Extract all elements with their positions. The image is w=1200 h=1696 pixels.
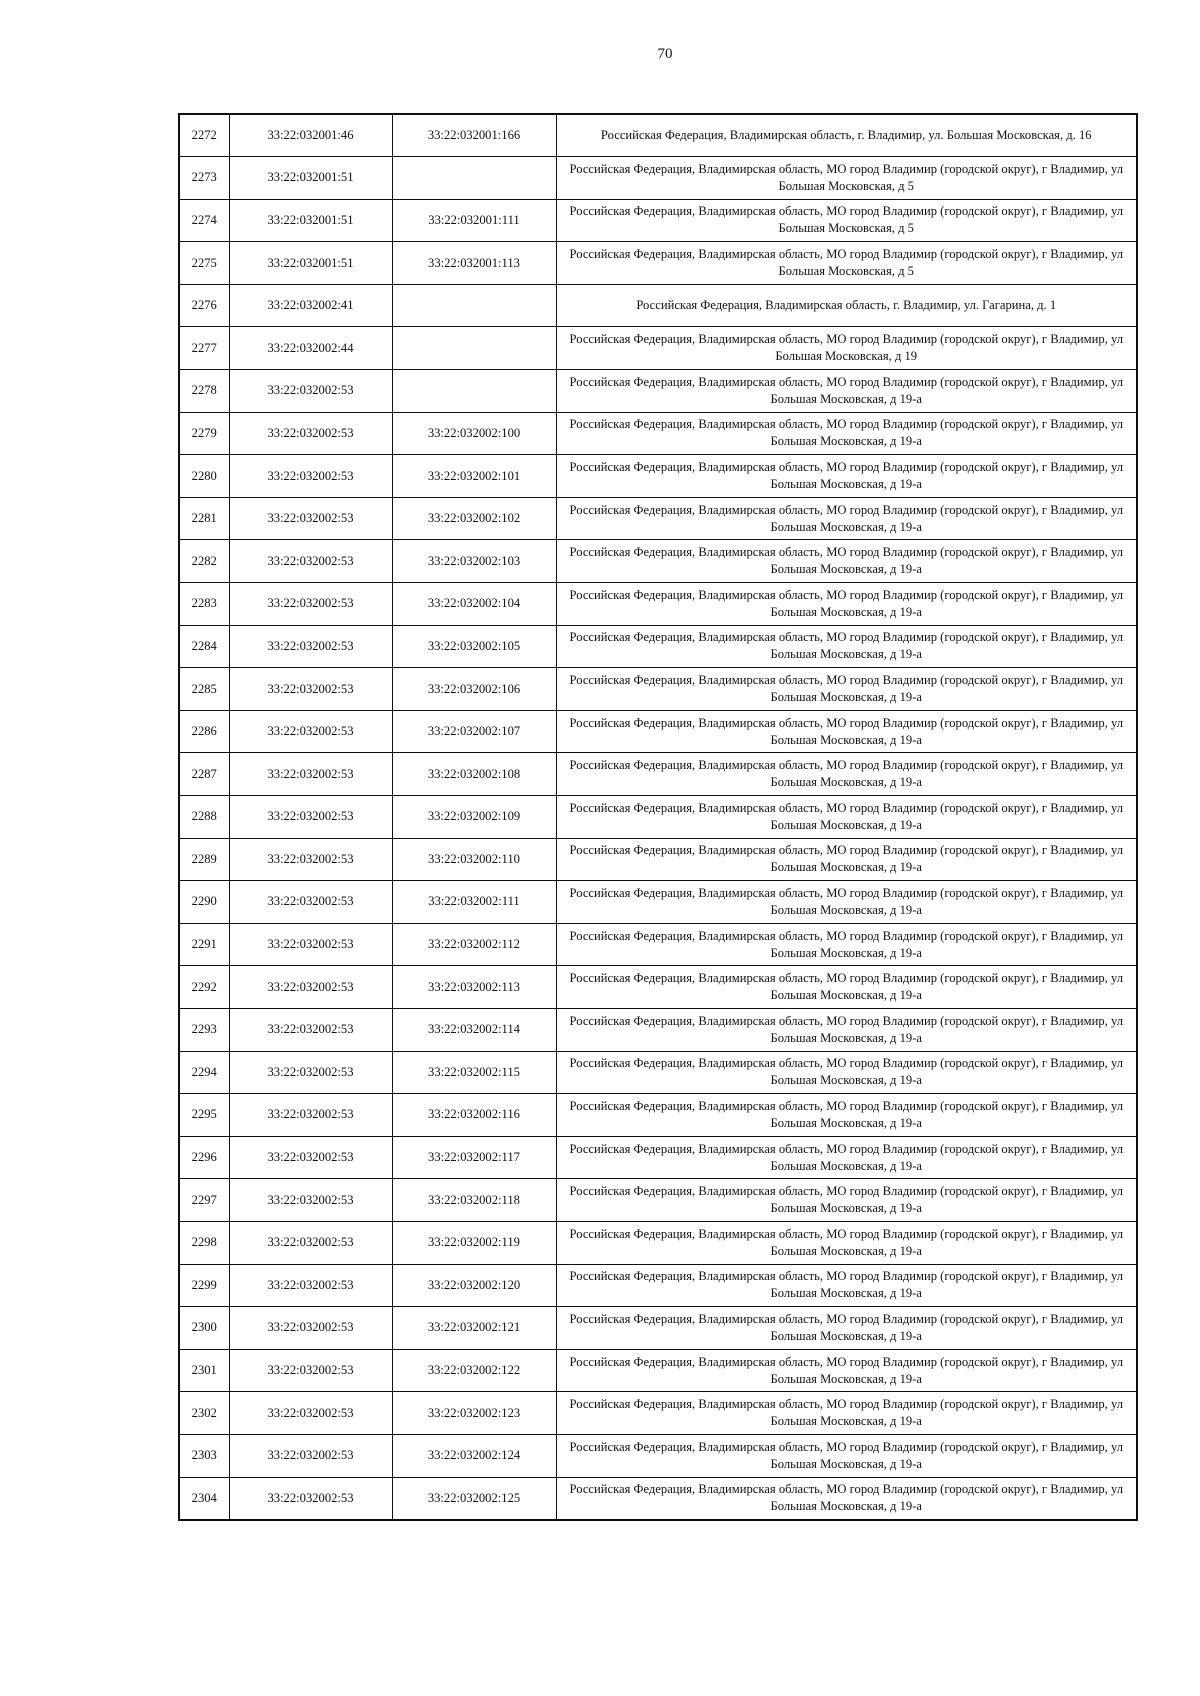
address-cell: Российская Федерация, Владимирская область, МО город Владимир (городской округ), г Владимир, ул Большая Московская, д 19-а	[556, 1392, 1137, 1435]
table-row	[179, 114, 1137, 157]
parcel-cadastral-number-cell: 33:22:032002:53	[229, 412, 392, 455]
address-cell: Российская Федерация, Владимирская область, МО город Владимир (городской округ), г Владимир, ул Большая Московская, д 19-а	[556, 370, 1137, 413]
parcel-cadastral-number-cell: 33:22:032002:53	[229, 1477, 392, 1520]
table-row	[179, 199, 1137, 242]
table-row	[179, 710, 1137, 753]
object-cadastral-number-cell: 33:22:032002:112	[392, 923, 556, 966]
row-number-cell: 2287	[179, 753, 229, 796]
table-row	[179, 1094, 1137, 1137]
row-number-cell: 2277	[179, 327, 229, 370]
row-number-cell: 2299	[179, 1264, 229, 1307]
address-cell: Российская Федерация, Владимирская область, МО город Владимир (городской округ), г Владимир, ул Большая Московская, д 19-а	[556, 412, 1137, 455]
address-cell: Российская Федерация, Владимирская область, МО город Владимир (городской округ), г Владимир, ул Большая Московская, д 19-а	[556, 1434, 1137, 1477]
row-number-cell: 2294	[179, 1051, 229, 1094]
address-cell: Российская Федерация, Владимирская область, г. Владимир, ул. Гагарина, д. 1	[556, 284, 1137, 327]
parcel-cadastral-number-cell: 33:22:032002:53	[229, 710, 392, 753]
parcel-cadastral-number-cell: 33:22:032001:51	[229, 199, 392, 242]
parcel-cadastral-number-cell: 33:22:032002:53	[229, 370, 392, 413]
row-number-cell: 2283	[179, 583, 229, 626]
row-number-cell: 2295	[179, 1094, 229, 1137]
object-cadastral-number-cell: 33:22:032002:104	[392, 583, 556, 626]
table-row	[179, 284, 1137, 327]
address-cell: Российская Федерация, Владимирская область, МО город Владимир (городской округ), г Владимир, ул Большая Московская, д 19-а	[556, 881, 1137, 924]
parcel-cadastral-number-cell: 33:22:032002:53	[229, 583, 392, 626]
parcel-cadastral-number-cell: 33:22:032002:53	[229, 540, 392, 583]
parcel-cadastral-number-cell: 33:22:032002:53	[229, 1264, 392, 1307]
object-cadastral-number-cell	[392, 284, 556, 327]
object-cadastral-number-cell: 33:22:032002:122	[392, 1349, 556, 1392]
object-cadastral-number-cell: 33:22:032002:109	[392, 796, 556, 839]
object-cadastral-number-cell: 33:22:032002:111	[392, 881, 556, 924]
parcel-cadastral-number-cell: 33:22:032002:53	[229, 1434, 392, 1477]
table-row	[179, 1008, 1137, 1051]
object-cadastral-number-cell: 33:22:032002:100	[392, 412, 556, 455]
object-cadastral-number-cell: 33:22:032002:125	[392, 1477, 556, 1520]
address-cell: Российская Федерация, Владимирская область, МО город Владимир (городской округ), г Владимир, ул Большая Московская, д 19-а	[556, 497, 1137, 540]
parcel-cadastral-number-cell: 33:22:032002:53	[229, 1179, 392, 1222]
address-cell: Российская Федерация, Владимирская область, МО город Владимир (городской округ), г Владимир, ул Большая Московская, д 19-а	[556, 1136, 1137, 1179]
parcel-cadastral-number-cell: 33:22:032002:53	[229, 625, 392, 668]
table-row	[179, 540, 1137, 583]
address-cell: Российская Федерация, Владимирская область, МО город Владимир (городской округ), г Владимир, ул Большая Московская, д 19-а	[556, 753, 1137, 796]
parcel-cadastral-number-cell: 33:22:032002:53	[229, 966, 392, 1009]
object-cadastral-number-cell: 33:22:032002:101	[392, 455, 556, 498]
address-cell: Российская Федерация, Владимирская область, МО город Владимир (городской округ), г Владимир, ул Большая Московская, д 19	[556, 327, 1137, 370]
row-number-cell: 2276	[179, 284, 229, 327]
row-number-cell: 2304	[179, 1477, 229, 1520]
row-number-cell: 2292	[179, 966, 229, 1009]
row-number-cell: 2273	[179, 157, 229, 200]
parcel-cadastral-number-cell: 33:22:032002:53	[229, 497, 392, 540]
address-cell: Российская Федерация, Владимирская область, МО город Владимир (городской округ), г Владимир, ул Большая Московская, д 19-а	[556, 1179, 1137, 1222]
table-row	[179, 1477, 1137, 1520]
table-row	[179, 370, 1137, 413]
address-cell: Российская Федерация, Владимирская область, МО город Владимир (городской округ), г Владимир, ул Большая Московская, д 19-а	[556, 1008, 1137, 1051]
table-row	[179, 923, 1137, 966]
parcel-cadastral-number-cell: 33:22:032002:44	[229, 327, 392, 370]
row-number-cell: 2293	[179, 1008, 229, 1051]
address-cell: Российская Федерация, Владимирская область, МО город Владимир (городской округ), г Владимир, ул Большая Московская, д 19-а	[556, 838, 1137, 881]
parcel-cadastral-number-cell: 33:22:032002:53	[229, 1051, 392, 1094]
object-cadastral-number-cell: 33:22:032002:124	[392, 1434, 556, 1477]
row-number-cell: 2278	[179, 370, 229, 413]
row-number-cell: 2298	[179, 1221, 229, 1264]
address-cell: Российская Федерация, Владимирская область, МО город Владимир (городской округ), г Владимир, ул Большая Московская, д 19-а	[556, 1221, 1137, 1264]
address-cell: Российская Федерация, Владимирская область, МО город Владимир (городской округ), г Владимир, ул Большая Московская, д 19-а	[556, 625, 1137, 668]
table-row	[179, 796, 1137, 839]
table-row	[179, 1307, 1137, 1350]
address-cell: Российская Федерация, Владимирская область, МО город Владимир (городской округ), г Владимир, ул Большая Московская, д 19-а	[556, 668, 1137, 711]
address-cell: Российская Федерация, Владимирская область, МО город Владимир (городской округ), г Владимир, ул Большая Московская, д 19-а	[556, 1307, 1137, 1350]
row-number-cell: 2280	[179, 455, 229, 498]
object-cadastral-number-cell: 33:22:032002:121	[392, 1307, 556, 1350]
address-cell: Российская Федерация, Владимирская область, МО город Владимир (городской округ), г Владимир, ул Большая Московская, д 19-а	[556, 923, 1137, 966]
address-cell: Российская Федерация, Владимирская область, МО город Владимир (городской округ), г Владимир, ул Большая Московская, д 19-а	[556, 796, 1137, 839]
row-number-cell: 2285	[179, 668, 229, 711]
table-row	[179, 1179, 1137, 1222]
table-row	[179, 1392, 1137, 1435]
object-cadastral-number-cell: 33:22:032002:123	[392, 1392, 556, 1435]
row-number-cell: 2290	[179, 881, 229, 924]
row-number-cell: 2296	[179, 1136, 229, 1179]
parcel-cadastral-number-cell: 33:22:032002:53	[229, 1392, 392, 1435]
object-cadastral-number-cell: 33:22:032002:107	[392, 710, 556, 753]
address-cell: Российская Федерация, Владимирская область, МО город Владимир (городской округ), г Владимир, ул Большая Московская, д 19-а	[556, 1477, 1137, 1520]
row-number-cell: 2291	[179, 923, 229, 966]
row-number-cell: 2272	[179, 114, 229, 157]
object-cadastral-number-cell: 33:22:032002:106	[392, 668, 556, 711]
address-cell: Российская Федерация, Владимирская область, МО город Владимир (городской округ), г Владимир, ул Большая Московская, д 19-а	[556, 1264, 1137, 1307]
object-cadastral-number-cell: 33:22:032002:108	[392, 753, 556, 796]
address-cell: Российская Федерация, Владимирская область, МО город Владимир (городской округ), г Владимир, ул Большая Московская, д 19-а	[556, 966, 1137, 1009]
parcel-cadastral-number-cell: 33:22:032002:53	[229, 753, 392, 796]
address-cell: Российская Федерация, Владимирская область, МО город Владимир (городской округ), г Владимир, ул Большая Московская, д 19-а	[556, 455, 1137, 498]
object-cadastral-number-cell: 33:22:032002:119	[392, 1221, 556, 1264]
parcel-cadastral-number-cell: 33:22:032002:53	[229, 796, 392, 839]
parcel-cadastral-number-cell: 33:22:032001:46	[229, 114, 392, 157]
table-row	[179, 1051, 1137, 1094]
object-cadastral-number-cell	[392, 370, 556, 413]
table-row	[179, 1136, 1137, 1179]
parcel-cadastral-number-cell: 33:22:032001:51	[229, 157, 392, 200]
object-cadastral-number-cell: 33:22:032002:120	[392, 1264, 556, 1307]
table-row	[179, 838, 1137, 881]
address-cell: Российская Федерация, Владимирская область, г. Владимир, ул. Большая Московская, д. 16	[556, 114, 1137, 157]
row-number-cell: 2282	[179, 540, 229, 583]
address-cell: Российская Федерация, Владимирская область, МО город Владимир (городской округ), г Владимир, ул Большая Московская, д 19-а	[556, 583, 1137, 626]
object-cadastral-number-cell: 33:22:032002:117	[392, 1136, 556, 1179]
parcel-cadastral-number-cell: 33:22:032002:53	[229, 1349, 392, 1392]
row-number-cell: 2303	[179, 1434, 229, 1477]
row-number-cell: 2297	[179, 1179, 229, 1222]
row-number-cell: 2301	[179, 1349, 229, 1392]
table-row	[179, 625, 1137, 668]
object-cadastral-number-cell: 33:22:032002:102	[392, 497, 556, 540]
address-cell: Российская Федерация, Владимирская область, МО город Владимир (городской округ), г Владимир, ул Большая Московская, д 19-а	[556, 1051, 1137, 1094]
address-cell: Российская Федерация, Владимирская область, МО город Владимир (городской округ), г Владимир, ул Большая Московская, д 5	[556, 157, 1137, 200]
table-row	[179, 455, 1137, 498]
table-row	[179, 412, 1137, 455]
row-number-cell: 2289	[179, 838, 229, 881]
object-cadastral-number-cell: 33:22:032002:110	[392, 838, 556, 881]
table-row	[179, 1264, 1137, 1307]
object-cadastral-number-cell: 33:22:032002:103	[392, 540, 556, 583]
object-cadastral-number-cell: 33:22:032001:113	[392, 242, 556, 285]
table-row	[179, 1434, 1137, 1477]
registry-table-body	[179, 114, 1137, 1520]
parcel-cadastral-number-cell: 33:22:032002:53	[229, 1136, 392, 1179]
row-number-cell: 2302	[179, 1392, 229, 1435]
object-cadastral-number-cell: 33:22:032002:115	[392, 1051, 556, 1094]
object-cadastral-number-cell: 33:22:032002:118	[392, 1179, 556, 1222]
parcel-cadastral-number-cell: 33:22:032002:53	[229, 838, 392, 881]
address-cell: Российская Федерация, Владимирская область, МО город Владимир (городской округ), г Владимир, ул Большая Московская, д 19-а	[556, 1349, 1137, 1392]
row-number-cell: 2284	[179, 625, 229, 668]
address-cell: Российская Федерация, Владимирская область, МО город Владимир (городской округ), г Владимир, ул Большая Московская, д 5	[556, 199, 1137, 242]
table-row	[179, 668, 1137, 711]
table-row	[179, 157, 1137, 200]
object-cadastral-number-cell: 33:22:032001:111	[392, 199, 556, 242]
object-cadastral-number-cell: 33:22:032002:116	[392, 1094, 556, 1137]
parcel-cadastral-number-cell: 33:22:032002:41	[229, 284, 392, 327]
table-row	[179, 497, 1137, 540]
table-row	[179, 753, 1137, 796]
object-cadastral-number-cell: 33:22:032002:113	[392, 966, 556, 1009]
parcel-cadastral-number-cell: 33:22:032002:53	[229, 1094, 392, 1137]
address-cell: Российская Федерация, Владимирская область, МО город Владимир (городской округ), г Владимир, ул Большая Московская, д 5	[556, 242, 1137, 285]
table-row	[179, 242, 1137, 285]
object-cadastral-number-cell: 33:22:032002:105	[392, 625, 556, 668]
object-cadastral-number-cell: 33:22:032001:166	[392, 114, 556, 157]
table-row	[179, 583, 1137, 626]
object-cadastral-number-cell	[392, 157, 556, 200]
parcel-cadastral-number-cell: 33:22:032002:53	[229, 668, 392, 711]
row-number-cell: 2279	[179, 412, 229, 455]
row-number-cell: 2286	[179, 710, 229, 753]
table-row	[179, 1349, 1137, 1392]
table-row	[179, 1221, 1137, 1264]
row-number-cell: 2288	[179, 796, 229, 839]
parcel-cadastral-number-cell: 33:22:032002:53	[229, 1221, 392, 1264]
address-cell: Российская Федерация, Владимирская область, МО город Владимир (городской округ), г Владимир, ул Большая Московская, д 19-а	[556, 540, 1137, 583]
row-number-cell: 2281	[179, 497, 229, 540]
table-row	[179, 966, 1137, 1009]
registry-table	[178, 113, 1138, 1521]
address-cell: Российская Федерация, Владимирская область, МО город Владимир (городской округ), г Владимир, ул Большая Московская, д 19-а	[556, 710, 1137, 753]
parcel-cadastral-number-cell: 33:22:032002:53	[229, 923, 392, 966]
address-cell: Российская Федерация, Владимирская область, МО город Владимир (городской округ), г Владимир, ул Большая Московская, д 19-а	[556, 1094, 1137, 1137]
row-number-cell: 2274	[179, 199, 229, 242]
parcel-cadastral-number-cell: 33:22:032002:53	[229, 455, 392, 498]
page-number: 70	[657, 46, 673, 62]
table-row	[179, 881, 1137, 924]
object-cadastral-number-cell: 33:22:032002:114	[392, 1008, 556, 1051]
row-number-cell: 2300	[179, 1307, 229, 1350]
parcel-cadastral-number-cell: 33:22:032002:53	[229, 1008, 392, 1051]
object-cadastral-number-cell	[392, 327, 556, 370]
table-row	[179, 327, 1137, 370]
parcel-cadastral-number-cell: 33:22:032002:53	[229, 881, 392, 924]
row-number-cell: 2275	[179, 242, 229, 285]
parcel-cadastral-number-cell: 33:22:032002:53	[229, 1307, 392, 1350]
parcel-cadastral-number-cell: 33:22:032001:51	[229, 242, 392, 285]
